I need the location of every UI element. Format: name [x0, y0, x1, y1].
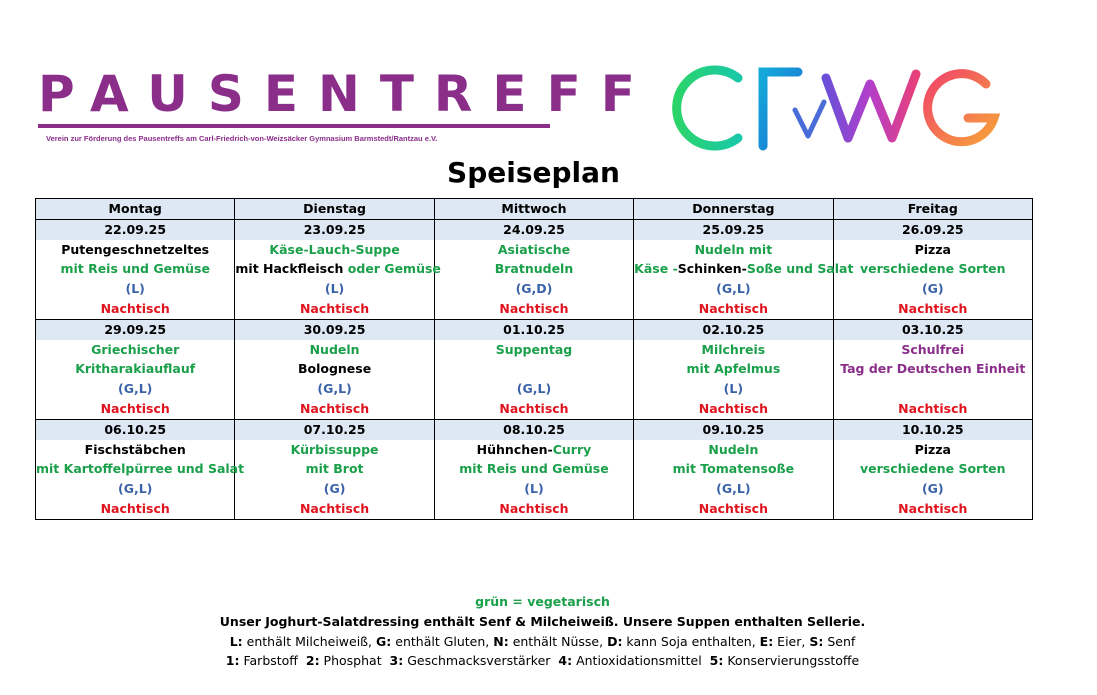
legend-code: N:: [493, 633, 509, 649]
meal-cell: [235, 340, 434, 360]
meal-cell: [833, 440, 1032, 460]
meal-cell: [36, 499, 235, 519]
legend-text: enthält Milcheiweiß,: [242, 633, 377, 649]
meal-text: Curry: [552, 441, 592, 457]
meal-text: Nachtisch: [499, 300, 569, 316]
date-cell: 25.09.25: [634, 219, 833, 239]
weekday-header: Donnerstag: [634, 199, 833, 220]
meal-text: Kürbissuppe: [290, 441, 379, 457]
meal-cell: [634, 240, 833, 260]
meal-cell: [833, 299, 1032, 319]
meal-cell: [634, 399, 833, 419]
meal-cell: [833, 399, 1032, 419]
meal-cell: [434, 299, 633, 319]
meal-text: Nachtisch: [698, 400, 768, 416]
meal-cell: [235, 299, 434, 319]
meal-cell: [833, 479, 1032, 499]
meal-text: (L): [324, 281, 345, 297]
meal-text: Suppentag: [495, 341, 573, 357]
meal-cell: [434, 479, 633, 499]
meal-cell: [36, 440, 235, 460]
meal-text: Nachtisch: [698, 500, 768, 516]
meal-row: [36, 299, 1033, 319]
meal-text: Nachtisch: [299, 500, 370, 516]
date-cell: 23.09.25: [235, 219, 434, 239]
date-cell: 06.10.25: [36, 419, 235, 439]
legend-code: 3:: [389, 653, 404, 669]
logo-letter-g: [928, 74, 994, 142]
date-cell: 09.10.25: [634, 419, 833, 439]
legend-code: 5:: [709, 653, 724, 669]
meal-cell: [235, 479, 434, 499]
meal-text: (G,L): [716, 281, 751, 297]
meal-text: Hühnchen-: [476, 441, 553, 457]
date-cell: 07.10.25: [235, 419, 434, 439]
meal-text: Nachtisch: [499, 400, 569, 416]
meal-text: Pizza: [914, 241, 951, 257]
meal-text: Griechischer: [91, 341, 180, 357]
meal-text: mit Hackfleisch: [235, 261, 348, 277]
meal-text: verschiedene Sorten: [859, 461, 1006, 477]
meal-cell: [36, 299, 235, 319]
legend-code: 4:: [558, 653, 573, 669]
date-cell: 02.10.25: [634, 319, 833, 339]
meal-row: [36, 499, 1033, 519]
meal-text: mit Tomatensoße: [672, 461, 795, 477]
legend-code: L:: [229, 633, 243, 649]
meal-cell: [235, 259, 441, 279]
meal-row: [36, 259, 1033, 279]
meal-cell: [36, 479, 235, 499]
meal-cell: [235, 240, 434, 260]
meal-text: Nachtisch: [499, 500, 569, 516]
date-cell: 01.10.25: [434, 319, 633, 339]
dressing-note: Unser Joghurt-Salatdressing enthält Senf & Milcheiweiß. Unsere Suppen enthalten Sellerie.: [219, 613, 866, 629]
meal-text: oder Gemüse: [347, 261, 441, 277]
legend-text: Eier,: [773, 633, 810, 649]
meal-text: Nudeln: [309, 341, 360, 357]
legend-code: D:: [607, 633, 623, 649]
meal-cell: [634, 279, 833, 299]
allergen-legend: [0, 632, 1091, 652]
weekday-header: Mittwoch: [434, 199, 633, 220]
meal-cell: [434, 399, 633, 419]
meal-text: verschiedene Sorten: [859, 261, 1006, 277]
legend-text: Senf: [823, 633, 856, 649]
meal-text: (G,L): [516, 381, 552, 397]
meal-row: [36, 399, 1033, 419]
meal-row: [36, 340, 1033, 360]
meal-cell: [634, 379, 833, 399]
meal-cell: [36, 399, 235, 419]
meal-plan-table: [35, 198, 1033, 520]
logo-letter-c: [677, 70, 738, 146]
meal-text: (G,L): [317, 381, 352, 397]
meal-row: [36, 379, 1033, 399]
meal-text: Nachtisch: [100, 500, 170, 516]
meal-cell: [434, 279, 633, 299]
date-row: [36, 219, 1033, 239]
meal-cell: [36, 340, 235, 360]
meal-cell: [833, 359, 1032, 379]
meal-cell: [434, 340, 633, 360]
meal-text: Putengeschnetzeltes: [61, 241, 210, 257]
meal-row: [36, 459, 1033, 479]
logo-letter-v: [795, 102, 824, 136]
legend-text: Antioxidationsmittel: [572, 653, 710, 669]
meal-text: (L): [524, 481, 544, 497]
brand-subtitle: Verein zur Förderung des Pausentreffs am Carl-Friedrich-von-Weizsäcker Gymnasium Barmstedt/Rantzau e.V.: [46, 134, 438, 143]
meal-text: (G,L): [716, 481, 751, 497]
meal-cell: [634, 340, 833, 360]
logo-letter-w: [826, 74, 916, 138]
meal-text: Bratnudeln: [494, 261, 574, 277]
meal-cell: [634, 359, 833, 379]
meal-text: mit Kartoffelpürree und Salat: [36, 461, 245, 477]
legend-code: G:: [376, 633, 392, 649]
meal-cell: [434, 240, 633, 260]
meal-text: (G,D): [515, 281, 553, 297]
meal-text: Nudeln mit: [694, 241, 773, 257]
meal-text: (G): [921, 281, 944, 297]
meal-text: Kritharakiauflauf: [75, 361, 196, 377]
meal-cell: [833, 379, 1032, 399]
meal-text: mit Reis und Gemüse: [60, 261, 210, 277]
date-cell: 08.10.25: [434, 419, 633, 439]
meal-cell: [833, 340, 1032, 360]
meal-cell: [634, 259, 854, 279]
meal-row: [36, 240, 1033, 260]
meal-row: [36, 479, 1033, 499]
legend-text: Geschmacksverstärker: [403, 653, 559, 669]
date-cell: 03.10.25: [833, 319, 1032, 339]
meal-text: Nudeln: [708, 441, 759, 457]
meal-text: Käse -: [634, 261, 678, 277]
meal-plan-body: [36, 219, 1033, 519]
date-cell: 30.09.25: [235, 319, 434, 339]
meal-text: Soße und Salat: [746, 261, 854, 277]
legend-text: kann Soja enthalten,: [622, 633, 760, 649]
brand-block: [38, 65, 655, 143]
meal-text: (L): [723, 381, 744, 397]
meal-cell: [434, 459, 633, 479]
brand-underline: [38, 124, 550, 128]
meal-cell: [36, 259, 235, 279]
meal-cell: [235, 359, 434, 379]
meal-cell: [833, 279, 1032, 299]
date-cell: 22.09.25: [36, 219, 235, 239]
date-cell: 29.09.25: [36, 319, 235, 339]
meal-text: (G): [323, 481, 346, 497]
legend-text: enthält Nüsse,: [508, 633, 608, 649]
meal-text: Fischstäbchen: [84, 441, 186, 457]
meal-text: Nachtisch: [100, 300, 170, 316]
meal-cell: [235, 459, 434, 479]
meal-text: Schulfrei: [901, 341, 965, 357]
legend-code: 2:: [305, 653, 320, 669]
meal-text: Milchreis: [701, 341, 766, 357]
meal-cell: [634, 440, 833, 460]
meal-cell: [235, 379, 434, 399]
meal-text: mit Apfelmus: [686, 361, 781, 377]
meal-cell: [833, 240, 1032, 260]
date-cell: 26.09.25: [833, 219, 1032, 239]
meal-text: (G): [921, 481, 944, 497]
meal-cell: [36, 240, 235, 260]
meal-row: [36, 440, 1033, 460]
meal-cell: [634, 299, 833, 319]
weekday-header: Freitag: [833, 199, 1032, 220]
meal-text: Nachtisch: [898, 400, 968, 416]
brand-title: PAUSENTREFF: [38, 65, 655, 123]
weekday-header: Dienstag: [235, 199, 434, 220]
meal-cell: [235, 440, 434, 460]
meal-cell: [235, 499, 434, 519]
date-row: [36, 419, 1033, 439]
legend-text: enthält Gluten,: [391, 633, 494, 649]
cfvwg-logo: [668, 58, 1018, 158]
weekday-header: Montag: [36, 199, 235, 220]
date-cell: 24.09.25: [434, 219, 633, 239]
meal-cell: [235, 279, 434, 299]
meal-row: [36, 279, 1033, 299]
meal-cell: [434, 499, 633, 519]
meal-text: Nachtisch: [898, 500, 968, 516]
meal-cell: [833, 499, 1032, 519]
meal-cell: [36, 359, 235, 379]
meal-cell: [434, 379, 633, 399]
meal-text: Nachtisch: [698, 300, 768, 316]
meal-text: Käse-Lauch-Suppe: [269, 241, 400, 257]
meal-cell: [434, 359, 633, 379]
page-title: Speiseplan: [447, 156, 620, 189]
legend-footer: [0, 592, 1097, 671]
legend-text: Farbstoff: [239, 653, 306, 669]
meal-text: Pizza: [914, 441, 951, 457]
meal-cell: [634, 499, 833, 519]
meal-cell: [833, 259, 1032, 279]
vegetarian-legend: grün = vegetarisch: [475, 594, 610, 609]
meal-text: Nachtisch: [898, 300, 968, 316]
meal-cell: [833, 459, 1032, 479]
legend-text: Konservierungsstoffe: [723, 653, 860, 669]
meal-cell: [36, 379, 235, 399]
legend-code: S:: [809, 633, 824, 649]
meal-text: (G,L): [117, 481, 153, 497]
meal-cell: [434, 259, 633, 279]
meal-text: Bolognese: [297, 361, 372, 377]
legend-code: E:: [759, 633, 774, 649]
meal-cell: [634, 479, 833, 499]
meal-row: [36, 359, 1033, 379]
meal-cell: [434, 440, 633, 460]
meal-text: Schinken-: [677, 261, 747, 277]
meal-text: (G,L): [117, 381, 153, 397]
meal-cell: [634, 459, 833, 479]
weekday-header-row: [36, 199, 1033, 220]
meal-text: Tag der Deutschen Einheit: [840, 361, 1026, 377]
date-cell: 10.10.25: [833, 419, 1032, 439]
date-row: [36, 319, 1033, 339]
meal-text: mit Brot: [305, 461, 364, 477]
meal-cell: [235, 399, 434, 419]
meal-text: Asiatische: [497, 241, 571, 257]
meal-cell: [36, 279, 235, 299]
meal-text: mit Reis und Gemüse: [459, 461, 609, 477]
meal-text: Nachtisch: [100, 400, 170, 416]
meal-text: (L): [125, 281, 145, 297]
meal-text: Nachtisch: [299, 300, 370, 316]
meal-cell: [36, 459, 245, 479]
legend-text: Phosphat: [319, 653, 390, 669]
additive-legend: [0, 651, 1091, 671]
meal-text: Nachtisch: [299, 400, 370, 416]
legend-code: 1:: [225, 653, 240, 669]
